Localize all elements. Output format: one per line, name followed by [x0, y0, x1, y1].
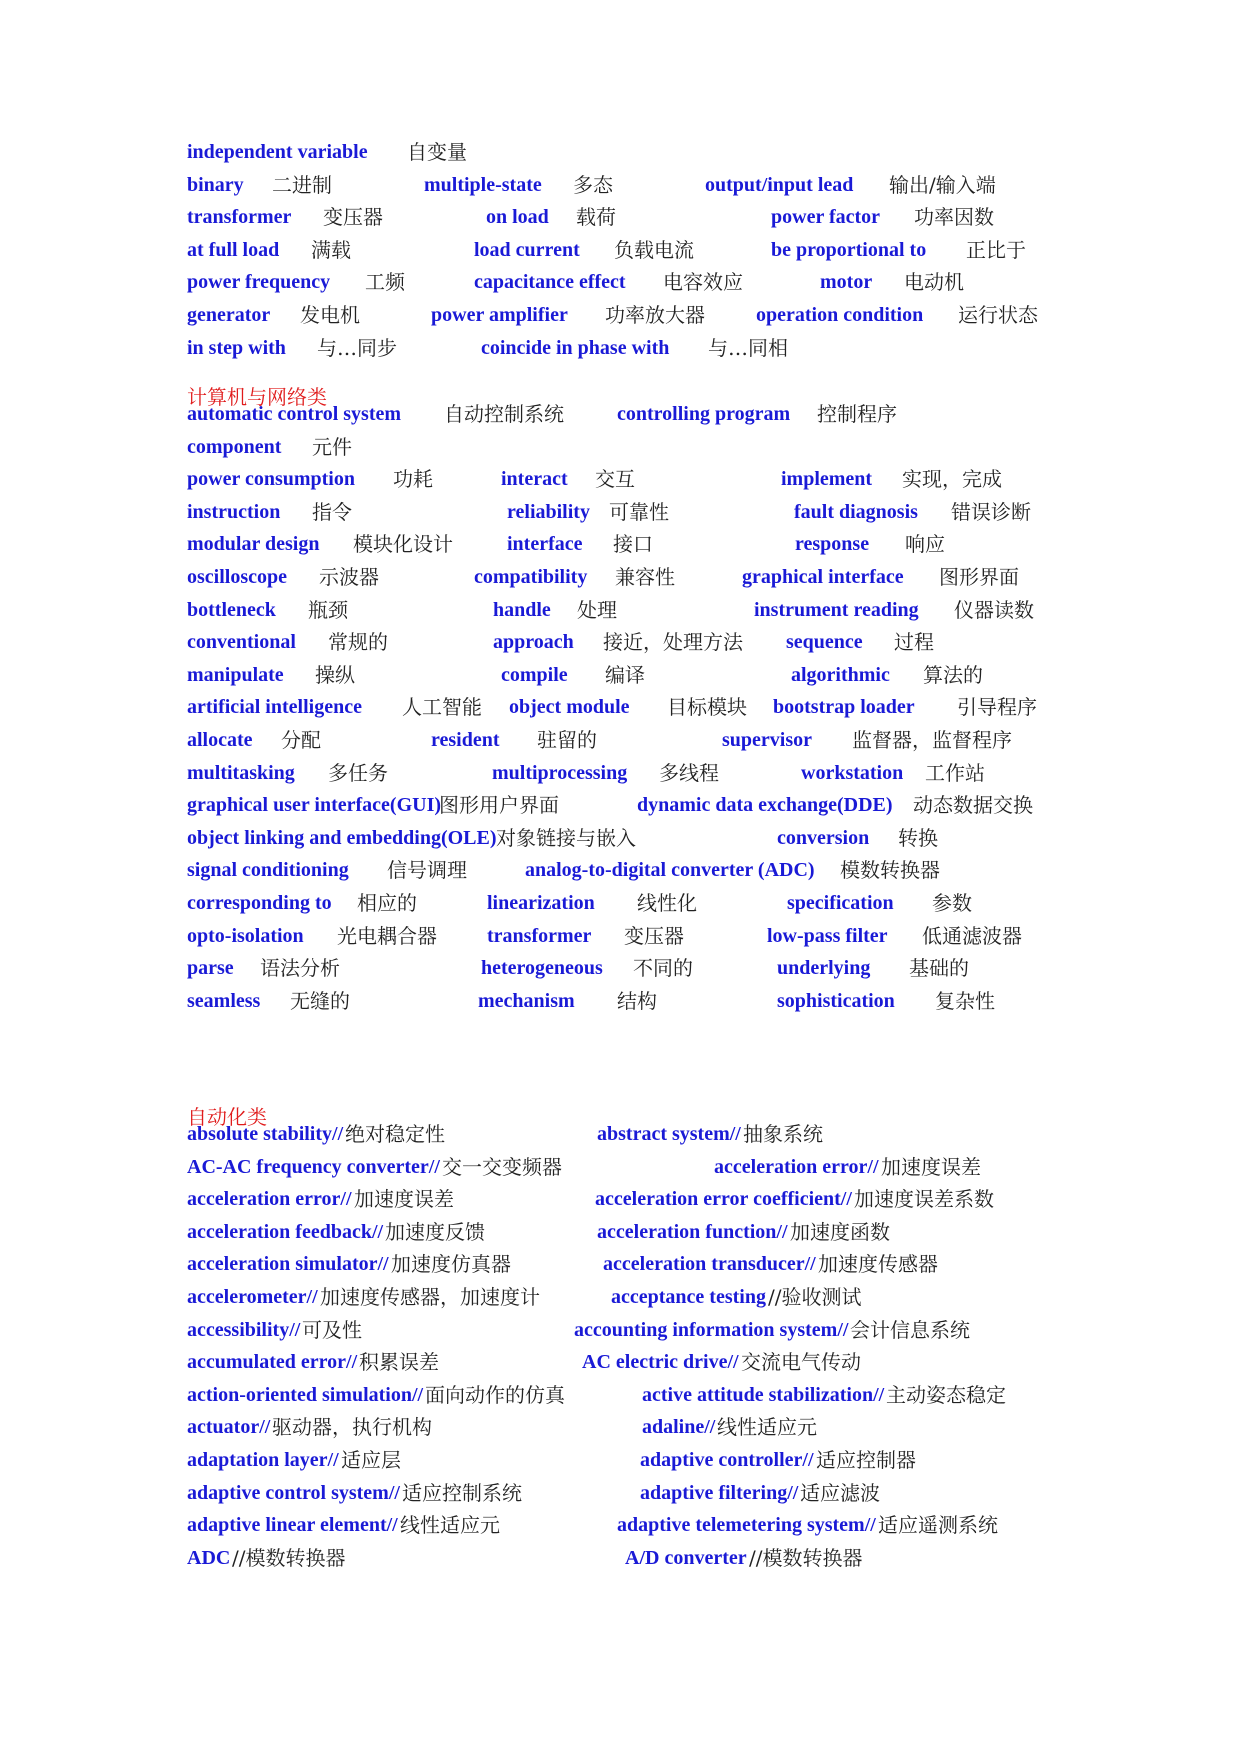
glossary-term: acceleration error// — [187, 1188, 352, 1211]
glossary-term: binary — [187, 173, 244, 196]
glossary-term: absolute stability// — [187, 1123, 344, 1145]
glossary-term: controlling program — [617, 403, 791, 425]
glossary-term: conventional — [187, 631, 296, 654]
glossary-translation: 处理 — [577, 597, 617, 622]
glossary-term: conversion — [777, 826, 870, 849]
glossary-translation: 对象链接与嵌入 — [496, 825, 636, 850]
glossary-term: underlying — [777, 957, 871, 980]
glossary-term: adaptive control system// — [187, 1481, 400, 1504]
glossary-term: specification — [787, 892, 894, 914]
glossary-term: instruction — [187, 500, 281, 523]
glossary-term: power frequency — [187, 271, 331, 294]
glossary-translation: 满载 — [311, 237, 351, 262]
glossary-translation: 参数 — [932, 891, 972, 915]
glossary-term: be proportional to — [771, 238, 927, 261]
glossary-translation: 低通滤波器 — [922, 923, 1022, 948]
glossary-translation: 多态 — [573, 172, 613, 197]
glossary-term: AC electric drive// — [582, 1351, 739, 1374]
glossary-row — [187, 854, 1087, 886]
glossary-term: adaptive filtering// — [640, 1481, 799, 1504]
glossary-term: approach — [493, 631, 574, 654]
glossary-term: accumulated error// — [187, 1351, 358, 1374]
glossary-translation: 加速度仿真器 — [391, 1252, 511, 1277]
glossary-term: oscilloscope — [187, 566, 287, 588]
glossary-row — [187, 789, 1087, 821]
glossary-term: handle — [493, 598, 551, 621]
glossary-translation: 工频 — [365, 270, 405, 295]
glossary-translation: 模块化设计 — [353, 532, 453, 557]
glossary-translation: 适应遥测系统 — [878, 1513, 998, 1538]
glossary-translation: 瓶颈 — [308, 597, 348, 622]
glossary-translation: 工作站 — [925, 760, 985, 785]
glossary-term: acceptance testing — [611, 1286, 766, 1308]
glossary-translation: 基础的 — [909, 956, 969, 981]
glossary-translation: 算法的 — [923, 662, 983, 687]
glossary-translation: 图形用户界面 — [439, 793, 559, 818]
glossary-term: supervisor — [722, 729, 812, 751]
glossary-row — [187, 1379, 1087, 1411]
glossary-translation: 运行状态 — [958, 303, 1038, 327]
section-heading: 自动化类 — [187, 1105, 267, 1130]
glossary-term: A/D converter — [625, 1546, 747, 1569]
glossary-term: compile — [501, 663, 568, 686]
glossary-translation: 主动姿态稳定 — [886, 1382, 1006, 1407]
glossary-translation: 积累误差 — [359, 1350, 439, 1375]
glossary-translation: //验收测试 — [768, 1285, 862, 1309]
glossary-row — [187, 431, 1087, 463]
glossary-term: transformer — [187, 206, 292, 229]
glossary-translation: 变压器 — [624, 923, 684, 948]
glossary-term: accessibility// — [187, 1318, 301, 1341]
glossary-row — [187, 1411, 1087, 1443]
glossary-term: abstract system// — [597, 1123, 741, 1145]
glossary-term: acceleration function// — [597, 1220, 788, 1243]
glossary-term: independent variable — [187, 141, 368, 163]
glossary-term: algorithmic — [791, 663, 890, 686]
glossary-term: AC-AC frequency converter// — [187, 1155, 440, 1178]
glossary-term: sophistication — [777, 989, 895, 1012]
glossary-translation: 抽象系统 — [743, 1122, 823, 1146]
glossary-term: seamless — [187, 989, 261, 1012]
glossary-translation: 变压器 — [323, 205, 383, 230]
glossary-term: at full load — [187, 238, 280, 261]
glossary-translation: 交互 — [595, 467, 635, 492]
glossary-term: parse — [187, 957, 234, 980]
glossary-term: signal conditioning — [187, 859, 349, 882]
glossary-translation: 适应控制系统 — [402, 1480, 522, 1505]
glossary-translation: 会计信息系统 — [850, 1317, 970, 1342]
glossary-translation: 指令 — [312, 499, 352, 524]
glossary-term: compatibility — [474, 566, 588, 588]
glossary-translation: 信号调理 — [387, 858, 467, 883]
glossary-translation: 输出/输入端 — [889, 172, 996, 197]
glossary-term: generator — [187, 304, 271, 326]
glossary-translation: 自变量 — [407, 140, 467, 164]
glossary-row — [187, 1314, 1087, 1346]
glossary-row — [187, 1118, 1087, 1150]
glossary-translation: 多任务 — [328, 760, 388, 785]
glossary-translation: 不同的 — [633, 956, 693, 981]
glossary-term: ADC — [187, 1546, 231, 1569]
glossary-row — [187, 169, 1087, 201]
glossary-term: object linking and embedding(OLE) — [187, 826, 497, 849]
glossary-translation: 接口 — [613, 532, 653, 557]
glossary-translation: 加速度误差 — [881, 1154, 981, 1179]
glossary-translation: 驱动器，执行机构 — [272, 1415, 432, 1440]
glossary-term: resident — [431, 729, 500, 751]
glossary-row — [187, 234, 1087, 266]
glossary-row — [187, 822, 1087, 854]
glossary-term: interface — [507, 533, 583, 556]
glossary-translation: 线性适应元 — [400, 1513, 500, 1538]
glossary-term: adaptive telemetering system// — [617, 1514, 876, 1537]
glossary-translation: 负载电流 — [614, 237, 694, 262]
glossary-term: mechanism — [478, 989, 575, 1012]
glossary-term: actuator// — [187, 1416, 271, 1439]
glossary-translation: 加速度传感器 — [818, 1252, 938, 1277]
glossary-term: coincide in phase with — [481, 336, 670, 359]
glossary-translation: 元件 — [312, 434, 352, 459]
glossary-term: power amplifier — [431, 304, 568, 326]
glossary-row — [187, 757, 1087, 789]
glossary-row — [187, 299, 1087, 331]
glossary-term: multiple-state — [424, 173, 542, 196]
glossary-row — [187, 266, 1087, 298]
glossary-translation: 驻留的 — [537, 728, 597, 752]
glossary-translation: 可靠性 — [609, 499, 669, 524]
glossary-translation: 可及性 — [302, 1317, 362, 1342]
glossary-term: workstation — [801, 761, 904, 784]
glossary-term: power consumption — [187, 468, 355, 491]
glossary-translation: 无缝的 — [290, 988, 350, 1013]
glossary-term: sequence — [786, 631, 863, 654]
glossary-term: action-oriented simulation// — [187, 1383, 424, 1406]
glossary-translation: 适应控制器 — [816, 1448, 916, 1472]
glossary-translation: 交流电气传动 — [741, 1350, 861, 1375]
glossary-term: acceleration feedback// — [187, 1220, 384, 1243]
glossary-term: reliability — [507, 500, 590, 523]
glossary-term: object module — [509, 696, 630, 719]
glossary-row — [187, 398, 1087, 430]
glossary-term: output/input lead — [705, 173, 854, 196]
glossary-row — [187, 1281, 1087, 1313]
glossary-term: accelerometer// — [187, 1286, 318, 1308]
glossary-term: linearization — [487, 892, 595, 914]
glossary-row — [187, 1151, 1087, 1183]
glossary-translation: 过程 — [894, 630, 934, 655]
glossary-translation: 兼容性 — [615, 565, 675, 589]
glossary-translation: 面向动作的仿真 — [425, 1382, 565, 1407]
glossary-translation: 正比于 — [966, 237, 1026, 262]
section-heading: 计算机与网络类 — [187, 385, 327, 410]
glossary-term: instrument reading — [754, 598, 919, 621]
glossary-translation: 语法分析 — [260, 956, 340, 981]
glossary-row — [187, 1248, 1087, 1280]
glossary-term: adaptation layer// — [187, 1449, 339, 1471]
glossary-term: acceleration simulator// — [187, 1253, 389, 1276]
glossary-term: implement — [781, 468, 873, 491]
glossary-translation: 示波器 — [319, 565, 379, 589]
glossary-row — [187, 561, 1087, 593]
glossary-term: analog-to-digital converter (ADC) — [525, 859, 815, 882]
glossary-term: on load — [486, 206, 549, 229]
glossary-term: automatic control system — [187, 403, 402, 425]
glossary-term: transformer — [487, 924, 592, 947]
glossary-translation: 加速度反馈 — [385, 1219, 485, 1244]
glossary-translation: 实现，完成 — [902, 467, 1002, 492]
glossary-row — [187, 985, 1087, 1017]
glossary-term: fault diagnosis — [794, 500, 918, 523]
glossary-translation: 常规的 — [328, 630, 388, 655]
glossary-term: acceleration transducer// — [603, 1253, 816, 1276]
glossary-translation: 载荷 — [576, 205, 616, 230]
glossary-term: graphical user interface(GUI) — [187, 794, 442, 817]
glossary-translation: 线性适应元 — [717, 1415, 817, 1440]
glossary-row — [187, 136, 1087, 168]
glossary-term: multitasking — [187, 761, 295, 784]
glossary-translation: 电容效应 — [663, 270, 743, 295]
glossary-translation: 线性化 — [637, 891, 697, 915]
glossary-row — [187, 332, 1087, 364]
glossary-term: dynamic data exchange(DDE) — [637, 794, 893, 817]
glossary-row — [187, 887, 1087, 919]
glossary-term: corresponding to — [187, 892, 332, 914]
glossary-translation: 控制程序 — [817, 402, 897, 426]
glossary-translation: 加速度误差系数 — [854, 1187, 994, 1212]
glossary-translation: 交一交变频器 — [442, 1154, 562, 1179]
glossary-term: heterogeneous — [481, 957, 603, 980]
glossary-translation: 错误诊断 — [951, 499, 1031, 524]
glossary-row — [187, 594, 1087, 626]
glossary-translation: 功耗 — [393, 467, 433, 492]
glossary-term: power factor — [771, 206, 881, 229]
glossary-translation: 加速度传感器，加速度计 — [320, 1285, 540, 1309]
glossary-translation: 接近，处理方法 — [603, 630, 743, 655]
glossary-term: active attitude stabilization// — [642, 1383, 885, 1406]
glossary-term: adaline// — [642, 1416, 716, 1439]
glossary-term: low-pass filter — [767, 924, 888, 947]
glossary-row — [187, 1216, 1087, 1248]
glossary-term: graphical interface — [742, 566, 904, 588]
glossary-row — [187, 626, 1087, 658]
glossary-term: motor — [820, 271, 873, 294]
glossary-translation: 功率因数 — [914, 205, 994, 230]
glossary-term: bottleneck — [187, 598, 276, 621]
glossary-row — [187, 724, 1087, 756]
glossary-term: artificial intelligence — [187, 696, 362, 719]
glossary-translation: 图形界面 — [939, 565, 1019, 589]
glossary-row — [187, 1183, 1087, 1215]
glossary-translation: 自动控制系统 — [444, 402, 564, 426]
glossary-row — [187, 691, 1087, 723]
glossary-translation: 模数转换器 — [840, 858, 940, 883]
glossary-row — [187, 1509, 1087, 1541]
glossary-term: operation condition — [756, 304, 924, 326]
glossary-translation: 转换 — [898, 825, 938, 850]
glossary-term: multiprocessing — [492, 761, 628, 784]
glossary-translation: 动态数据交换 — [913, 793, 1033, 818]
glossary-row — [187, 201, 1087, 233]
glossary-row — [187, 1542, 1087, 1574]
glossary-term: in step with — [187, 336, 286, 359]
glossary-translation: 功率放大器 — [605, 303, 705, 327]
glossary-translation: 适应层 — [341, 1448, 401, 1472]
glossary-term: adaptive linear element// — [187, 1514, 398, 1537]
glossary-translation: 响应 — [905, 532, 945, 557]
glossary-translation: 仪器读数 — [954, 597, 1034, 622]
glossary-term: acceleration error// — [714, 1155, 879, 1178]
glossary-translation: 操纵 — [315, 662, 355, 687]
glossary-translation: 复杂性 — [935, 988, 995, 1013]
glossary-translation: 编译 — [605, 662, 645, 687]
glossary-translation: 相应的 — [357, 891, 417, 915]
glossary-term: modular design — [187, 533, 320, 556]
glossary-translation: 电动机 — [904, 270, 964, 295]
glossary-term: bootstrap loader — [773, 696, 915, 719]
glossary-term: load current — [474, 238, 580, 261]
glossary-translation: 与…同步 — [317, 335, 397, 360]
glossary-term: manipulate — [187, 663, 284, 686]
glossary-row — [187, 1444, 1087, 1476]
glossary-translation: 结构 — [617, 988, 657, 1013]
glossary-term: component — [187, 435, 282, 458]
glossary-translation: 分配 — [281, 728, 321, 752]
glossary-term: response — [795, 533, 870, 556]
glossary-row — [187, 952, 1087, 984]
glossary-term: opto-isolation — [187, 924, 304, 947]
glossary-row — [187, 1346, 1087, 1378]
glossary-translation: 与…同相 — [708, 335, 788, 360]
glossary-row — [187, 659, 1087, 691]
glossary-translation: 监督器，监督程序 — [852, 728, 1012, 752]
glossary-term: acceleration error coefficient// — [595, 1188, 852, 1211]
glossary-translation: //模数转换器 — [749, 1545, 863, 1570]
glossary-translation: 加速度误差 — [354, 1187, 454, 1212]
glossary-row — [187, 528, 1087, 560]
glossary-row — [187, 496, 1087, 528]
glossary-translation: 发电机 — [300, 303, 360, 327]
glossary-translation: 适应滤波 — [800, 1480, 880, 1505]
glossary-term: allocate — [187, 729, 253, 751]
glossary-translation: 光电耦合器 — [337, 923, 437, 948]
glossary-term: accounting information system// — [574, 1318, 849, 1341]
glossary-translation: 二进制 — [272, 172, 332, 197]
glossary-translation: 加速度函数 — [790, 1219, 890, 1244]
glossary-translation: 人工智能 — [402, 695, 482, 720]
glossary-translation: 目标模块 — [667, 695, 747, 720]
glossary-term: adaptive controller// — [640, 1449, 814, 1471]
glossary-term: interact — [501, 468, 568, 491]
glossary-translation: //模数转换器 — [232, 1545, 346, 1570]
glossary-translation: 绝对稳定性 — [345, 1122, 445, 1146]
glossary-row — [187, 920, 1087, 952]
glossary-term: capacitance effect — [474, 271, 626, 294]
glossary-translation: 引导程序 — [957, 695, 1037, 720]
glossary-translation: 多线程 — [659, 760, 719, 785]
glossary-row — [187, 1477, 1087, 1509]
glossary-row — [187, 463, 1087, 495]
